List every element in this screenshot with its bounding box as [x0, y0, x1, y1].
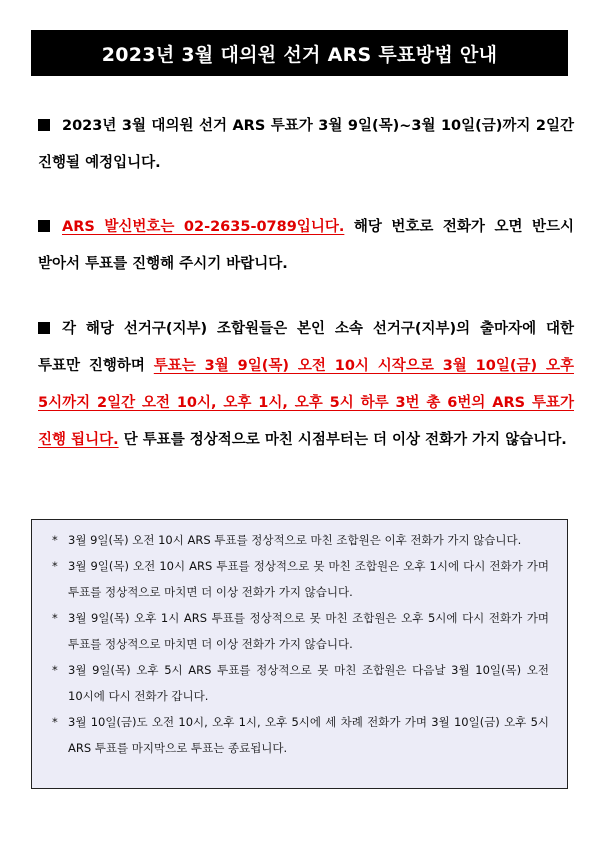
note-item: [52, 657, 549, 709]
voting-schedule-highlight: 투표는 3월 9일(목) 오전 10시 시작으로 3월 10일(금) 오후 5시까지 2일간 오전 10시, 오후 1시, 오후 5시 하루 3번 총 6번의 ARS 투표가 진행 됩니다.: [38, 358, 574, 448]
note-item: [52, 605, 549, 657]
voting-method-text-after: 단 투표를 정상적으로 마친 시점부터는 더 이상 전화가 가지 않습니다.: [118, 432, 567, 448]
caller-number-highlight: ARS 발신번호는 02-2635-0789입니다.: [62, 219, 345, 235]
notice-section-voting-method: [38, 311, 574, 459]
notice-section-caller-number: [38, 209, 574, 283]
caller-number-text: 해당 번호로 전화가 오면 반드시 받아서 투표를 진행해 주시기 바랍니다.: [38, 219, 574, 272]
page-title: [31, 30, 568, 76]
asterisk-marker: *: [52, 611, 58, 625]
square-bullet-icon: [38, 220, 50, 232]
note-item: [52, 553, 549, 605]
note-item: [52, 709, 549, 761]
asterisk-marker: *: [52, 715, 58, 729]
asterisk-marker: *: [52, 559, 58, 573]
asterisk-marker: *: [52, 533, 58, 547]
note-text: 3월 10일(금)도 오전 10시, 오후 1시, 오후 5시에 세 차례 전화가 가며 3월 10일(금) 오후 5시 ARS 투표를 마지막으로 투표는 종료됩니다.: [68, 715, 549, 755]
voting-method-text-before: 각 해당 선거구(지부) 조합원들은 본인 소속 선거구(지부)의 출마자에 대한 투표만 진행하며: [38, 321, 574, 374]
note-text: 3월 9일(목) 오후 1시 ARS 투표를 정상적으로 못 마친 조합원은 오후 5시에 다시 전화가 가며 투표를 정상적으로 마치면 더 이상 전화가 가지 않습니다.: [68, 611, 549, 651]
note-item: [52, 527, 549, 553]
note-text: 3월 9일(목) 오후 5시 ARS 투표를 정상적으로 못 마친 조합원은 다음날 3월 10일(목) 오전 10시에 다시 전화가 갑니다.: [68, 663, 549, 703]
square-bullet-icon: [38, 322, 50, 334]
note-text: 3월 9일(목) 오전 10시 ARS 투표를 정상적으로 마친 조합원은 이후 전화가 가지 않습니다.: [68, 533, 522, 547]
notes-box: [31, 519, 568, 789]
notice-section-schedule: [38, 108, 574, 182]
square-bullet-icon: [38, 119, 50, 131]
schedule-text: 2023년 3월 대의원 선거 ARS 투표가 3월 9일(목)~3월 10일(금)까지 2일간 진행될 예정입니다.: [38, 118, 574, 171]
page-title-text: 2023년 3월 대의원 선거 ARS 투표방법 안내: [101, 43, 498, 66]
asterisk-marker: *: [52, 663, 58, 677]
note-text: 3월 9일(목) 오전 10시 ARS 투표를 정상적으로 못 마친 조합원은 오후 1시에 다시 전화가 가며 투표를 정상적으로 마치면 더 이상 전화가 가지 않습니다.: [68, 559, 549, 599]
